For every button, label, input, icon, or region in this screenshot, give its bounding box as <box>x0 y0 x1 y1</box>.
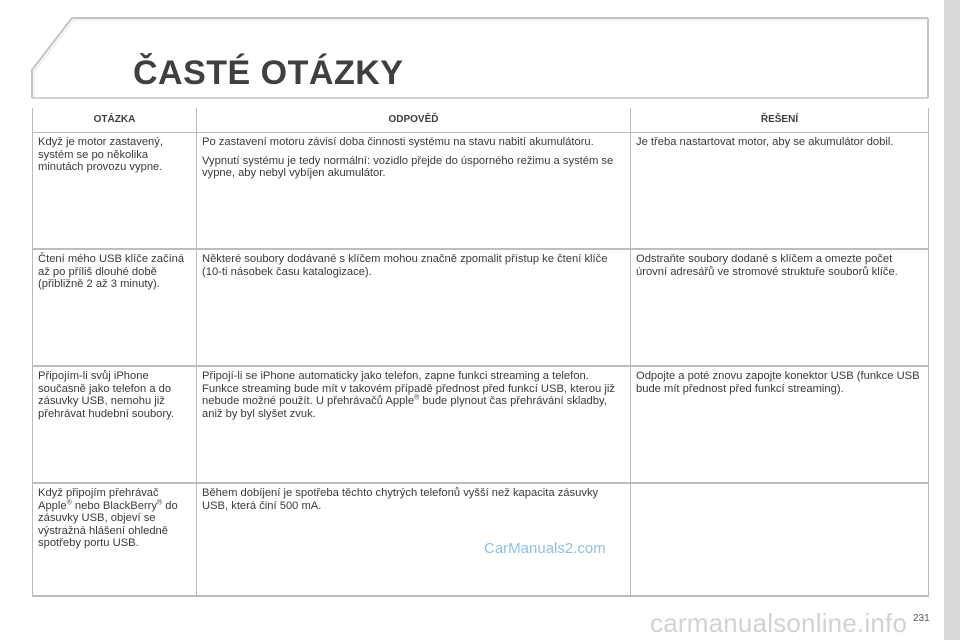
faq-table <box>32 108 929 597</box>
question-cell <box>33 366 197 483</box>
table-row <box>33 249 929 366</box>
answer-cell <box>197 133 631 250</box>
registered-mark: ® <box>157 498 163 506</box>
answer-paragraph: Vypnutí systému je tedy normální: vozidlo přejde do úsporného režimu a systém se vypne, aby nebyl vybíjen akumulátor. <box>202 154 614 179</box>
question-text: Když je motor zastavený, systém se po několika minutách provozu vypne. <box>38 136 163 173</box>
table-row <box>33 366 929 483</box>
solution-cell <box>631 366 929 483</box>
page-title: ČASTÉ OTÁZKY <box>133 54 404 92</box>
column-header-answer: ODPOVĚĎ <box>197 108 631 133</box>
page-number: 231 <box>913 613 930 624</box>
question-text: Čtení mého USB klíče začíná až po příliš dlouhé době (přibližně 2 až 3 minuty). <box>38 253 185 290</box>
column-header-question: OTÁZKA <box>33 108 197 133</box>
registered-mark: ® <box>414 394 420 402</box>
page-edge-strip <box>944 0 960 640</box>
answer-paragraph <box>202 370 625 420</box>
table-row <box>33 133 929 250</box>
question-text: nebo BlackBerry <box>71 499 157 512</box>
column-header-solution: ŘEŠENÍ <box>631 108 929 133</box>
answer-cell <box>197 366 631 483</box>
table-row <box>33 483 929 596</box>
question-text: Připojím-li svůj iPhone současně jako telefon a do zásuvky USB, nemohu již přehrávat hudební soubory. <box>38 370 174 420</box>
question-text: Když připojím přehrávač Apple <box>38 487 159 512</box>
solution-cell <box>631 483 929 596</box>
solution-text: Odpojte a poté znovu zapojte konektor USB (funkce USB bude mít přednost před funkcí streaming). <box>636 370 920 395</box>
solution-text: Je třeba nastartovat motor, aby se akumulátor dobil. <box>636 136 894 148</box>
answer-paragraph: Po zastavení motoru závisí doba činnosti systému na stavu nabití akumulátoru. <box>202 136 594 148</box>
table-header-row <box>33 108 929 133</box>
solution-cell <box>631 249 929 366</box>
answer-text: Připojí-li se iPhone automaticky jako telefon, zapne funkci streaming a telefon. Funkce streaming bude mít v takovém případě přednost před funkcí USB, kterou již nebude možné použít. U přehrávačů Apple <box>202 370 615 407</box>
registered-mark: ® <box>66 498 72 506</box>
answer-cell <box>197 249 631 366</box>
question-cell <box>33 133 197 250</box>
question-text: do zásuvky USB, objeví se výstražná hlášení ohledně spotřeby portu USB. <box>38 499 178 549</box>
answer-paragraph: Některé soubory dodávané s klíčem mohou značně zpomalit přístup ke čtení klíče (10-ti násobek času katalogizace). <box>202 253 608 278</box>
answer-paragraph: Během dobíjení je spotřeba těchto chytrých telefonů vyšší než kapacita zásuvky USB, která činí 500 mA. <box>202 487 599 512</box>
footer-watermark: carmanualsonline.info <box>650 608 908 638</box>
solution-text: Odstraňte soubory dodané s klíčem a omezte počet úrovní adresářů ve stromové struktuře souborů klíče. <box>636 253 898 278</box>
solution-cell <box>631 133 929 250</box>
answer-text: bude plynout čas přehrávání skladby, aniž by byl slyšet zvuk. <box>202 395 607 420</box>
question-cell <box>33 249 197 366</box>
carmanuals-watermark: CarManuals2.com <box>484 540 606 557</box>
question-cell <box>33 483 197 596</box>
